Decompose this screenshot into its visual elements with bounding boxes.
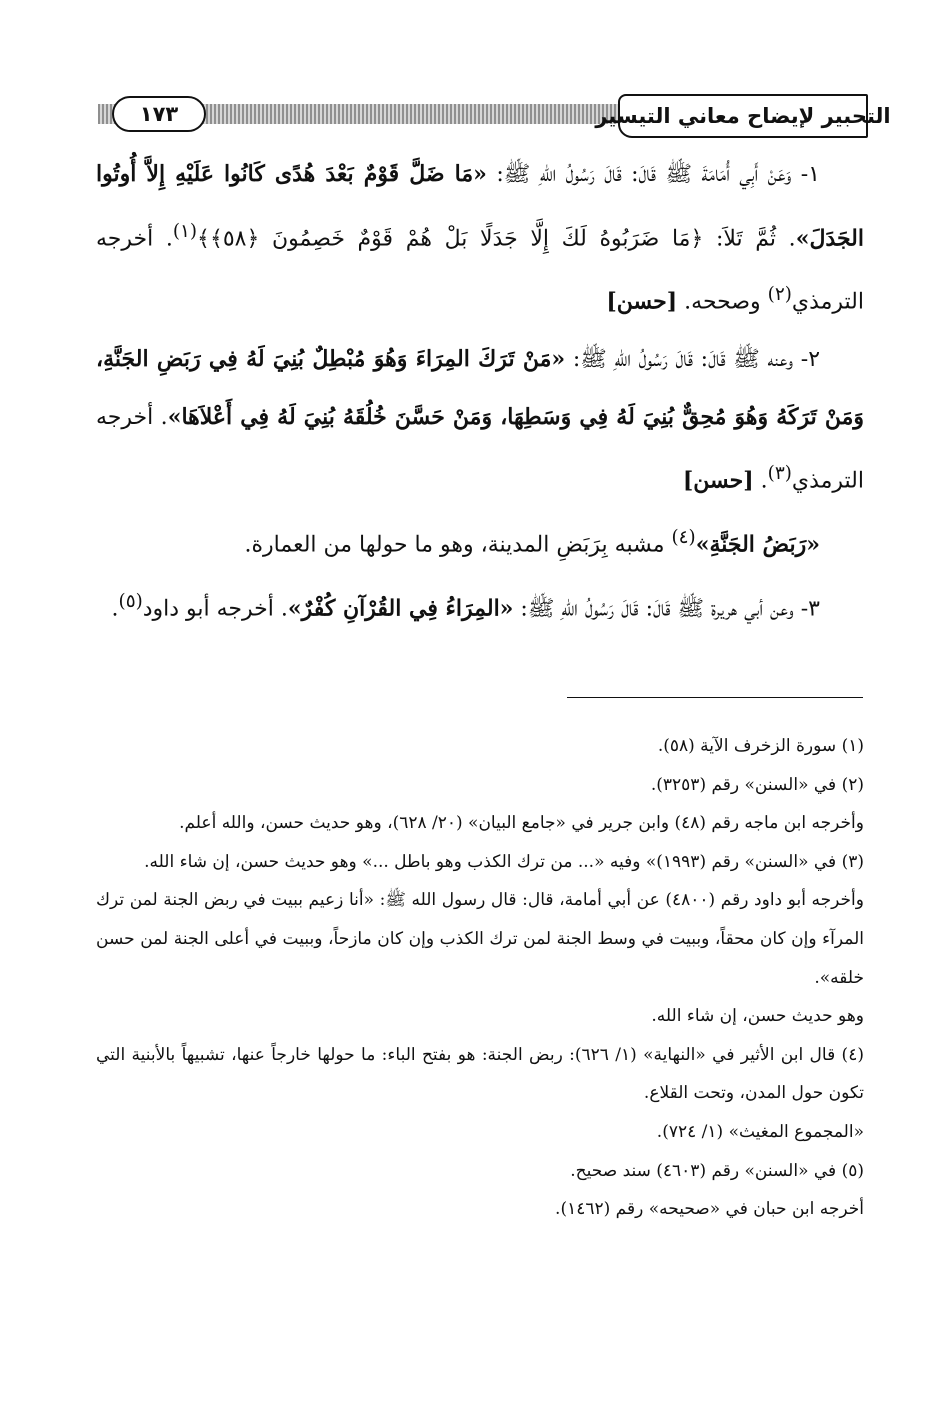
narration-intro: وعن أبي هريرة ﷺ قَالَ: قَالَ رَسُولُ اللهِ ﷺ: [513, 596, 794, 622]
hadith-paragraph-3 [96, 574, 864, 638]
explanation-text: مشبه بِرَبَضِ المدينة، وهو ما حولها من العمارة. [244, 532, 672, 558]
explanation-paragraph [96, 510, 864, 574]
footnote-line: (٥) في «السنن» رقم (٤٦٠٣) سند صحيح. [570, 1160, 864, 1181]
source-text: . أخرجه الترمذي [96, 404, 864, 494]
book-title: التحبير لإيضاح معاني التيسير [618, 94, 868, 138]
grade-label: [حسن] [682, 467, 754, 494]
source-text: . [753, 468, 768, 494]
source-text: وصححه. [677, 289, 768, 315]
main-text [96, 146, 864, 638]
grade-label: [حسن] [606, 288, 678, 315]
hadith-paragraph-2 [96, 331, 864, 510]
hadith-number: ٢- [793, 347, 821, 373]
connector-text: . ثُمَّ تَلاَ: [703, 225, 796, 251]
footnote-line: (٤) قال ابن الأثير في «النهاية» (١/ ٦٢٦): ربض الجنة: هو بفتح الباء: ما حولها خارجاً عنها، تشبيهاً بالأبنية التي تكون حول المدن، وتحت القلاع. [96, 1044, 864, 1104]
footnote-ref-2: (٢) [767, 284, 792, 306]
quran-verse: ﴿مَا ضَرَبُوهُ لَكَ إِلَّا جَدَلًا بَلْ هُمْ قَوْمٌ خَصِمُونَ ﴿٥٨﴾﴾ [197, 225, 704, 251]
narration-intro: وعنه ﷺ قَالَ: قَالَ رَسُولُ اللهِ ﷺ: [565, 347, 794, 373]
page-number: ١٧٣ [112, 96, 206, 132]
footnote-line: (٣) في «السنن» رقم (١٩٩٣)» وفيه «... من ترك الكذب وهو باطل ...» وهو حديث حسن، إن شاء الله. [144, 851, 864, 872]
footnote-ref-1: (١) [172, 220, 198, 242]
footnote-ref-5: (٥) [118, 590, 143, 612]
footnote-line: (٢) في «السنن» رقم (٣٢٥٣). [650, 774, 864, 795]
hadith-text: «المِرَاءُ فِي القُرْآنِ كُفْرٌ» [287, 595, 514, 622]
footnote-divider [567, 697, 863, 698]
hadith-paragraph-1 [96, 146, 864, 331]
narration-intro: وَعَنْ أَبِي أُمَامَةَ ﷺ قَالَ: قَالَ رَسُولُ اللهِ ﷺ: [486, 162, 792, 187]
source-text: . أخرجه أبو داود [142, 596, 288, 622]
footnote-line: أخرجه ابن حبان في «صحيحه» رقم (١٤٦٢). [555, 1199, 864, 1220]
hadith-number: ٣- [793, 596, 820, 622]
hadith-text: «مَا ضَلَّ قَوْمٌ بَعْدَ هُدًى كَانُوا عَلَيْهِ إِلاَّ أُوتُوا الجَدَلَ» [96, 161, 864, 251]
footnotes [96, 727, 864, 1229]
footnote-line: (١) سورة الزخرف الآية (٥٨). [657, 736, 864, 756]
footnote-line: «المجموع المغيث» (١/ ٧٢٤). [656, 1121, 864, 1142]
footnote-ref-3: (٣) [767, 463, 792, 485]
footnote-ref-4: (٤) [671, 526, 696, 548]
hadith-number: ١- [791, 162, 820, 187]
hadith-text: «مَنْ تَرَكَ المِرَاءَ وَهُوَ مُبْطِلٌ بُنِيَ لَهُ فِي رَبَضِ الجَنَّةِ، وَمَنْ تَرَكَهُ وَهُوَ مُحِقٌّ بُنِيَ لَهُ فِي وَسَطِهَا، وَمَنْ حَسَّنَ خُلُقَهُ بُنِيَ لَهُ فِي أَعْلاَهَا» [96, 346, 864, 430]
footnote-line: وهو حديث حسن، إن شاء الله. [651, 1006, 864, 1027]
footnote-line: وأخرجه ابن ماجه رقم (٤٨) وابن جرير في «جامع البيان» (٢٠/ ٦٢٨)، وهو حديث حسن، والله أعلم. [179, 813, 864, 834]
page-header [98, 94, 891, 140]
source-text: . [111, 596, 119, 622]
source-text: . أخرجه الترمذي [96, 225, 864, 315]
footnote-line: وأخرجه أبو داود رقم (٤٨٠٠) عن أبي أمامة، قال: قال رسول الله ﷺ: «أنا زعيم ببيت في ربض الجنة لمن ترك المرآء وإن كان محقاً، وببيت في وسط الجنة لمن ترك الكذب وإن كان مازحاً، وببيت في أعلى الجنة لمن حسن خلقه». [96, 890, 864, 988]
explained-term: «رَبَضُ الجَنَّةِ» [695, 531, 820, 558]
